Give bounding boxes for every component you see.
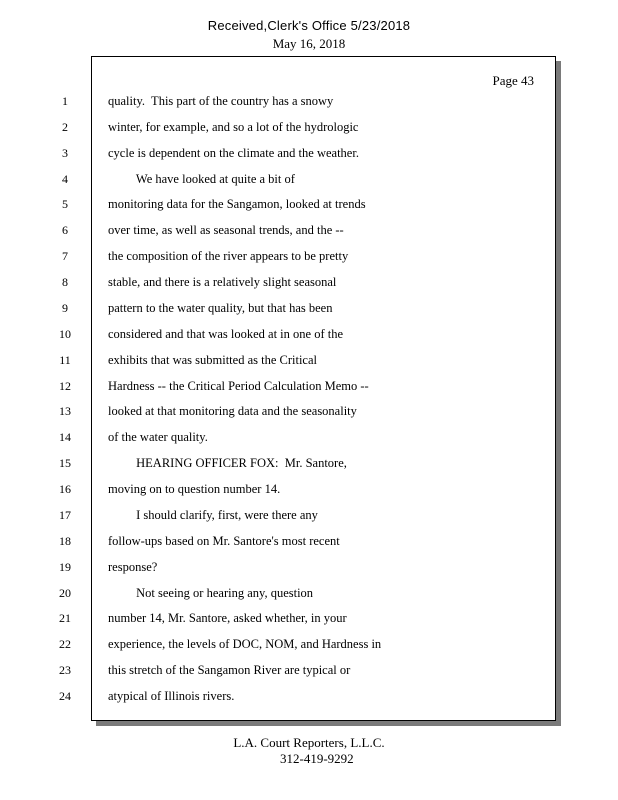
line-number: 20	[59, 586, 71, 600]
transcript-line: over time, as well as seasonal trends, and the --	[108, 223, 344, 237]
transcript-line: the composition of the river appears to be pretty	[108, 249, 349, 263]
line-number: 7	[62, 249, 68, 263]
transcript-line: We have looked at quite a bit of	[108, 172, 295, 186]
transcript-line: winter, for example, and so a lot of the hydrologic	[108, 120, 359, 134]
line-number: 22	[59, 637, 71, 651]
transcript-line: this stretch of the Sangamon River are typical or	[108, 663, 351, 677]
line-number: 19	[59, 560, 71, 574]
line-number: 6	[62, 223, 68, 237]
footer-phone: 312-419-9292	[280, 751, 354, 766]
transcript-line: cycle is dependent on the climate and the weather.	[108, 146, 359, 160]
line-number: 9	[62, 301, 68, 315]
line-number: 23	[59, 663, 71, 677]
transcript-line: exhibits that was submitted as the Critical	[108, 353, 317, 367]
line-number: 14	[59, 430, 71, 444]
line-number: 17	[59, 508, 71, 522]
line-number: 21	[59, 611, 71, 625]
transcript-line: HEARING OFFICER FOX: Mr. Santore,	[108, 456, 347, 470]
transcript-line: moving on to question number 14.	[108, 482, 281, 496]
received-stamp: Received,Clerk's Office 5/23/2018	[207, 18, 411, 33]
page-number: Page 43	[492, 73, 534, 88]
transcript-line: stable, and there is a relatively slight seasonal	[108, 275, 337, 289]
line-number: 16	[59, 482, 71, 496]
line-number: 5	[62, 197, 68, 211]
footer-company: L.A. Court Reporters, L.L.C.	[233, 735, 385, 750]
transcript-line: experience, the levels of DOC, NOM, and Hardness in	[108, 637, 382, 651]
line-number: 12	[59, 379, 71, 393]
line-number: 8	[62, 275, 68, 289]
transcript-line: follow-ups based on Mr. Santore's most recent	[108, 534, 340, 548]
line-number: 1	[62, 94, 68, 108]
line-number: 13	[59, 404, 71, 418]
transcript-line: Hardness -- the Critical Period Calculation Memo --	[108, 379, 369, 393]
transcript-line: Not seeing or hearing any, question	[108, 586, 314, 600]
line-number: 18	[59, 534, 71, 548]
transcript-line: I should clarify, first, were there any	[108, 508, 318, 522]
transcript-line: considered and that was looked at in one of the	[108, 327, 343, 341]
line-number: 10	[59, 327, 71, 341]
document-date: May 16, 2018	[272, 36, 346, 51]
line-number: 24	[59, 689, 71, 703]
transcript-line: number 14, Mr. Santore, asked whether, in your	[108, 611, 347, 625]
transcript-line: monitoring data for the Sangamon, looked at trends	[108, 197, 366, 211]
transcript-line: of the water quality.	[108, 430, 208, 444]
transcript-line: looked at that monitoring data and the seasonality	[108, 404, 357, 418]
line-number: 3	[62, 146, 68, 160]
transcript-line: pattern to the water quality, but that has been	[108, 301, 333, 315]
line-number: 4	[62, 172, 68, 186]
line-number: 2	[62, 120, 68, 134]
line-number: 11	[59, 353, 71, 367]
line-number: 15	[59, 456, 71, 470]
transcript-line: quality. This part of the country has a snowy	[108, 94, 334, 108]
transcript-line: atypical of Illinois rivers.	[108, 689, 235, 703]
transcript-line: response?	[108, 560, 158, 574]
